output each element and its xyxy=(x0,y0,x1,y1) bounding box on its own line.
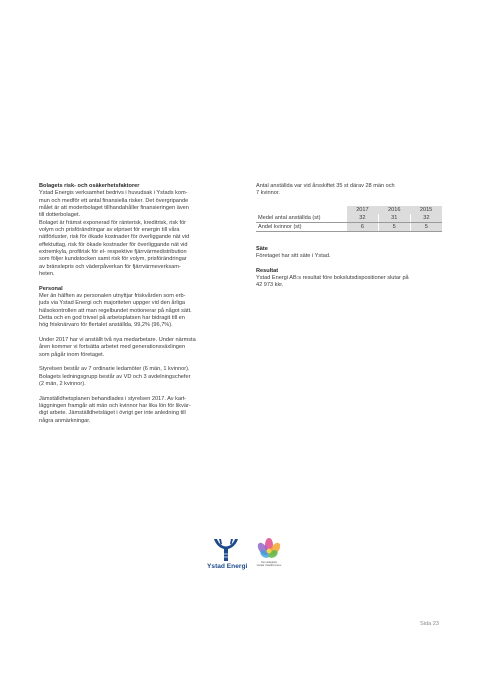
year-header: 2015 xyxy=(410,206,442,214)
table-cell: 32 xyxy=(410,214,442,223)
year-header: 2017 xyxy=(347,206,379,214)
personal-heading: Personal xyxy=(39,285,63,292)
risk-heading: Bolagets risk- och osäkerhetsfaktorer xyxy=(39,183,140,189)
partner-caption: Det ekologiska sociala Ystadkommune xyxy=(256,561,282,567)
right-column xyxy=(256,183,442,290)
sate-text: Företaget har sitt säte i Ystad. xyxy=(256,253,331,260)
personal-paragraph-1: Mer än hälften av personalen utnyttjar friskvården som erb- juds via Ystad Energi och majoriteten uppger vid den årliga hälsokontrollen att man regelbundet motionerar på något sätt. Detta och en god trivsel på arbetsplatsen har bidragit till en hög frisknärvaro för flertalet anställda, 99,2% (96,7%). xyxy=(39,293,192,329)
left-column xyxy=(39,183,227,425)
logo-area xyxy=(207,537,281,573)
table-cell: 31 xyxy=(378,214,410,223)
table-cell: 32 xyxy=(347,214,379,223)
ystad-energi-wordmark: Ystad Energi xyxy=(207,563,248,570)
personal-paragraph-4: Jämställdhetsplanen behandlades i styrelsen 2017. Av kart- läggningen framgår att män och kvinnor har lika lön för likvär- digt arbete. Jämställdhetsläget i övrigt ger inte anledning till några anmärkningar. xyxy=(39,395,191,424)
flower-logo-icon xyxy=(256,537,282,561)
row-label: Medel antal anställda (st) xyxy=(256,214,347,223)
employees-text: Antal anställda var vid årsskiftet 35 st därav 28 män och 7 kvinnor. xyxy=(256,183,395,197)
table-row xyxy=(256,214,442,223)
risk-paragraph-1: Ystad Energis verksamhet bedrivs i huvudsak i Ystads kom- mun och medför ett antal finansiella risker. Det övergripande målet är att moderbolaget tillhandahåller finansieringen även till dotterbolaget. xyxy=(39,190,189,219)
ystad-energi-logo-icon xyxy=(211,537,241,563)
table-cell: 5 xyxy=(410,222,442,231)
year-header: 2016 xyxy=(378,206,410,214)
resultat-heading: Resultat xyxy=(256,267,279,274)
resultat-text: Ystad Energi AB:s resultat före bokslutsdispositioner slutar på 42 973 kkr. xyxy=(256,275,409,289)
risk-paragraph-2: Bolaget är främst exponerad för ränterisk, kreditrisk, risk för volym och prisförändringar av elpriset för energin till våra nätförluster, risk för ökade kostnader för överliggande nät vid effektuttag, risk för ökade kostnader för överliggande nät vid extremkyla, profilrisk för el- respektive fjärrvärmedistribution som följer kundstocken samt risk för volym, prisförändringar av bränslepris och väderpåverkan för fjärrvärmeverksam- heten. xyxy=(39,219,190,278)
personal-paragraph-2: Under 2017 har vi anställt två nya medarbetare. Under närmsta åren kommer vi fortsätta arbetet med generationsväxlingen som pågår inom företaget. xyxy=(39,337,196,358)
table-cell: 5 xyxy=(378,222,410,231)
employees-table xyxy=(256,206,442,232)
table-corner xyxy=(256,206,347,214)
personal-paragraph-3: Styrelsen består av 7 ordinarie ledamöter (6 män, 1 kvinnor). Bolagets ledningsgrupp består av VD och 3 avdelningschefer (2 män, 2 kvinnor). xyxy=(39,366,191,388)
table-row xyxy=(256,222,442,231)
page-number: Sida 23 xyxy=(420,621,439,627)
row-label: Andel kvinnor (st) xyxy=(256,222,347,231)
sate-heading: Säte xyxy=(256,245,268,252)
table-cell: 6 xyxy=(347,222,379,231)
